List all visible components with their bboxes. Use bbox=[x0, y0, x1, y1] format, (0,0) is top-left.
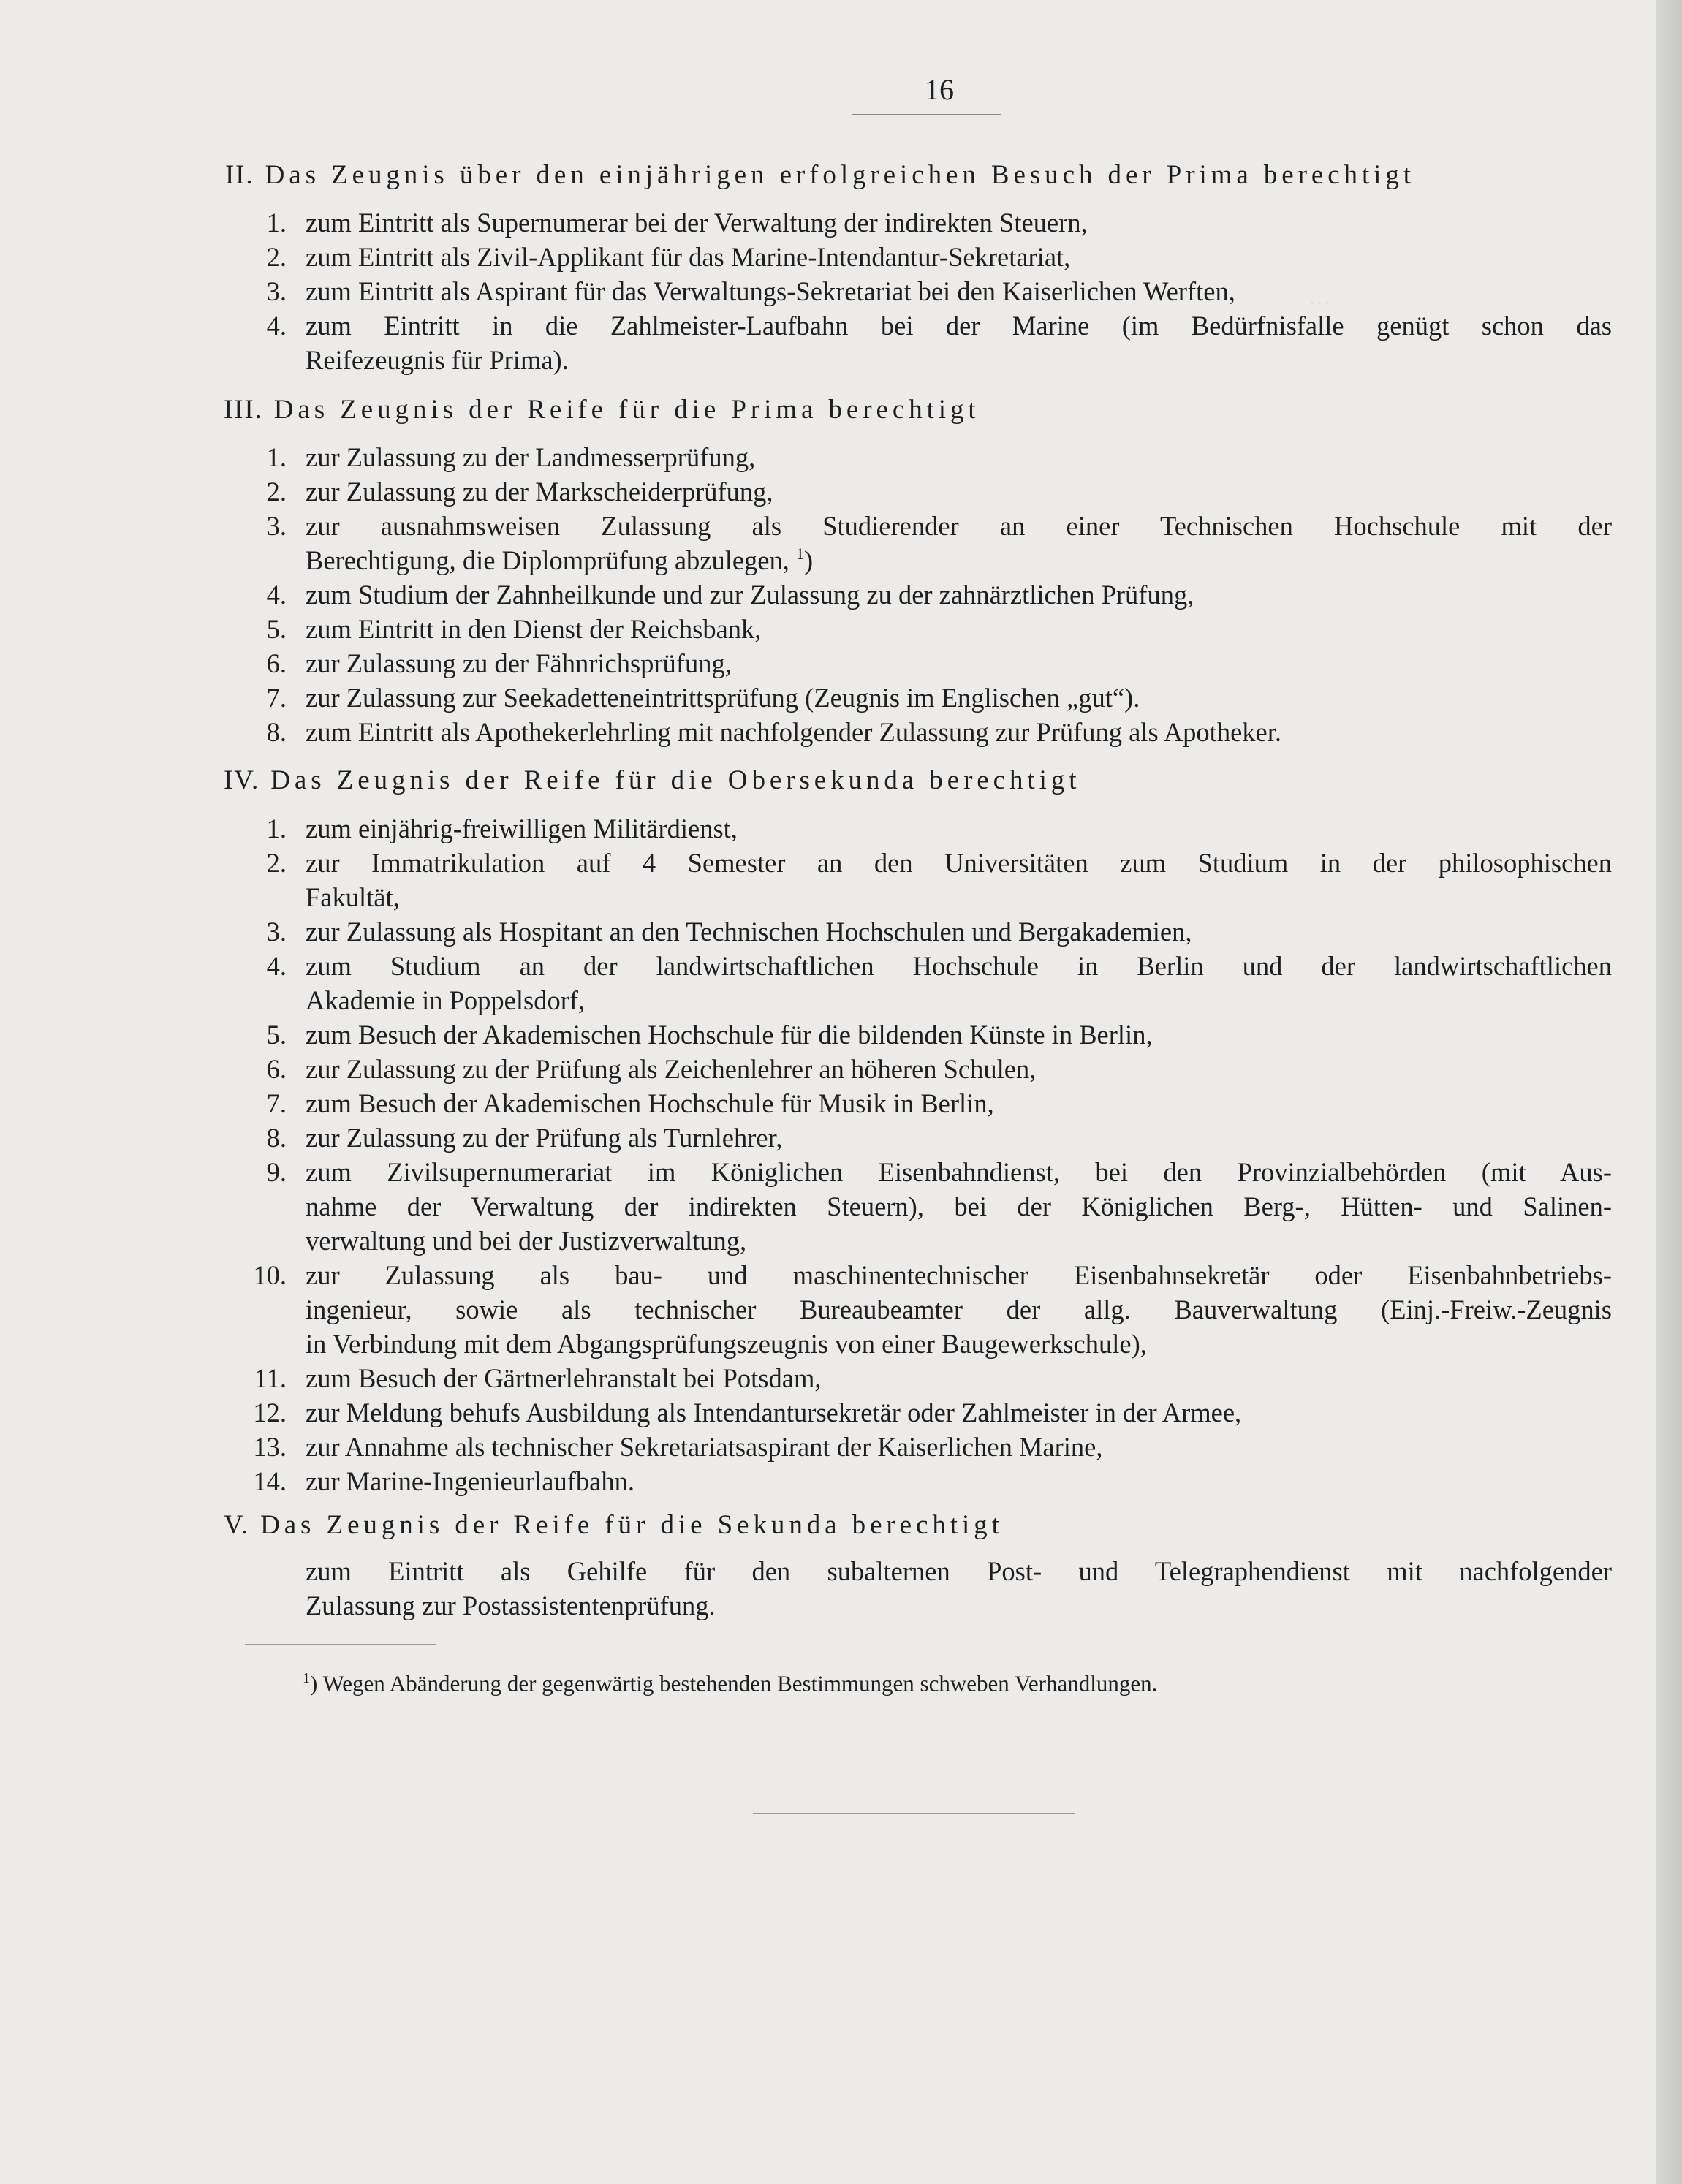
item-number: 6. bbox=[266, 648, 287, 678]
item-text: Akademie in Poppelsdorf, bbox=[306, 985, 586, 1015]
item-text: nahme der Verwaltung der indirekten Steuern), bei der Königlichen Berg-, Hütten- und Salinen- bbox=[306, 1191, 1612, 1221]
section-number: II. bbox=[225, 160, 254, 190]
footnote: $^1$) Wegen Abänderung der gegenwärtig bestehenden Bestimmungen schweben Verhandlungen. bbox=[303, 1670, 1158, 1696]
item-text: zur Zulassung zur Seekadetteneintrittsprüfung (Zeugnis im Englischen „gut“). bbox=[306, 683, 1140, 713]
footnote-marker: 1 bbox=[796, 545, 805, 563]
item-number: 4. bbox=[266, 311, 287, 341]
item-number: 1. bbox=[266, 442, 287, 472]
item-text: zum Eintritt als Apothekerlehrling mit nachfolgender Zulassung zur Prüfung als Apotheker. bbox=[306, 717, 1281, 747]
footnote-marker: 1 bbox=[303, 1670, 310, 1686]
item-number: 8. bbox=[266, 1123, 287, 1153]
item-text: zum Zivilsupernumerariat im Königlichen Eisenbahndienst, bei den Provinzialbehörden (mit Aus- bbox=[306, 1157, 1612, 1187]
item-number: 7. bbox=[266, 1088, 287, 1118]
item-text: zur Zulassung zu der Prüfung als Turnlehrer, bbox=[306, 1123, 783, 1153]
list-item bbox=[219, 240, 1612, 274]
footnote-text: Wegen Abänderung der gegenwärtig bestehenden Bestimmungen schweben Verhandlungen. bbox=[322, 1670, 1158, 1696]
item-text: in Verbindung mit dem Abgangsprüfungszeugnis von einer Baugewerkschule), bbox=[306, 1329, 1147, 1359]
item-text: zum Besuch der Akademischen Hochschule für Musik in Berlin, bbox=[306, 1088, 994, 1118]
item-number: 2. bbox=[266, 848, 287, 878]
item-text: zur Zulassung zu der Prüfung als Zeichenlehrer an höheren Schulen, bbox=[306, 1054, 1037, 1084]
item-text: zur Zulassung zu der Fähnrichsprüfung, bbox=[306, 648, 732, 678]
item-number: 5. bbox=[266, 614, 287, 644]
item-text: zur Meldung behufs Ausbildung als Intendantursekretär oder Zahlmeister in der Armee, bbox=[306, 1398, 1242, 1427]
item-number: 3. bbox=[266, 276, 287, 306]
item-number: 2. bbox=[266, 477, 287, 507]
item-text: zum Studium an der landwirtschaftlichen Hochschule in Berlin und der landwirtschaftlichen bbox=[306, 951, 1612, 981]
section-number: III. bbox=[224, 395, 263, 425]
item-text: Berechtigung, die Diplomprüfung abzulegen, bbox=[306, 545, 789, 575]
section-heading-iv bbox=[224, 764, 1080, 797]
section-number: V. bbox=[224, 1510, 249, 1540]
item-number: 2. bbox=[266, 242, 287, 272]
item-text: zum Studium der Zahnheilkunde und zur Zulassung zu der zahnärztlichen Prüfung, bbox=[306, 580, 1194, 610]
item-number: 14. bbox=[253, 1466, 287, 1496]
page-edge-shadow bbox=[1656, 0, 1682, 2184]
list-item bbox=[219, 205, 1612, 240]
item-number: 12. bbox=[253, 1398, 287, 1427]
item-text: zum einjährig-freiwilligen Militärdienst, bbox=[306, 814, 738, 843]
footnote-rule bbox=[245, 1644, 436, 1645]
section-title: Das Zeugnis über den einjährigen erfolgreichen Besuch der Prima berechtigt bbox=[265, 160, 1415, 190]
item-number: 4. bbox=[266, 580, 287, 610]
item-number: 1. bbox=[266, 208, 287, 238]
list-item bbox=[219, 274, 1612, 308]
paragraph-line: zum Eintritt als Gehilfe für den subalternen Post- und Telegraphendienst mit nachfolgender bbox=[306, 1556, 1612, 1586]
item-text: zum Eintritt als Zivil-Applikant für das Marine-Intendantur-Sekretariat, bbox=[306, 242, 1071, 272]
item-text: zum Eintritt als Aspirant für das Verwaltungs-Sekretariat bei den Kaiserlichen Werften, bbox=[306, 276, 1235, 306]
document-page: ··· 16 II. Das Zeugnis über den einjährigen erfolgreichen Besuch der Prima berechtigt 1. zum Eintritt als Supernumerar bei der Verwaltung der indirekten Steuern, 2. zum Eintritt als Zivil-Applikant für das Marine-Intendantur-Sekretariat, 3. zum Eintritt als Aspirant für das Verwaltungs-Sekretariat bei den Kaiserlichen Werften, 4. zum Eintritt in die Zahlmeister-Laufbahn bei der Marine (im Bedürfnisfalle genügt schon das Reifezeugnis für Prima). III. Das Zeugnis der Reife für die Prima berechtigt 1. zur Zulassung zu der Landmesserprüfung, 2. zur Zulassung zu der Markscheiderprüfung, 3. zur ausnahmsweisen Zulassung als Studierender an einer Technischen Hochschule mit der Berechtigung, die Diplomprüfung abzulegen, $^1$) 4. zum Studium der Zahnheilkunde und zur Zulassung zu der zahnärztlichen Prüfung, 5. zum Eintritt in den Dienst der Reichsbank, 6. zur Zulassung zu der Fähnrichsprüfung, 7. zur Zulassung zur Seekadetteneintrittsprüfung (Zeugnis im Englischen „gut“). 8. zum Eintritt als Apothekerlehrling mit nachfolgender Zulassung zur Prüfung als Apotheker. IV. Das Zeugnis der Reife für die Obersekunda berechtigt 1. zum einjährig-freiwilligen Militärdienst, 2. zur Immatrikulation auf 4 Semester an den Universitäten zum Studium in der philosophischen Fakultät, 3. zur Zulassung als Hospitant an den Technischen Hochschulen und Bergakademien, 4. zum Studium an der landwirtschaftlichen Hochschule in Berlin und der landwirtschaftlichen Akademie in Poppelsdorf, 5. zum Besuch der Akademischen Hochschule für die bildenden Künste in Berlin, 6. zur Zulassung zu der Prüfung als Zeichenlehrer an höheren Schulen, 7. zum Besuch der Akademischen Hochschule für Musik in Berlin, 8. zur Zulassung zu der Prüfung als Turnlehrer, 9. zum Zivilsupernumerariat im Königlichen Eisenbahndienst, bei den Provinzialbehörden (mit Aus- nahme der Verwaltung der indirekten Steuern), bei der Königlichen Berg-, Hütten- und Salinen- verwaltung und bei der Justizverwaltung, 10. zur Zulassung als bau- und maschinentechnischer Eisenbahnsekretär oder Eisenbahnbetriebs- ingenieur, sowie als technischer Bureaubeamter der allg. Bauverwaltung (Einj.-Freiw.-Zeugnis in Verbindung mit dem Abgangsprüfungszeugnis von einer Baugewerkschule), 11. zum Besuch der Gärtnerlehranstalt bei Potsdam, 12. zur Meldung behufs Ausbildung als Intendantursekretär oder Zahlmeister in der Armee, 13. zur Annahme als technischer Sekretariatsaspirant der Kaiserlichen Marine, 14. zur Marine-Ingenieurlaufbahn. V. Das Zeugnis der Reife für die Sekunda berechtigt zum Eintritt als Gehilfe für den subalternen Post- und Telegraphendienst mit nachfolgender Zulassung zur Postassistentenprüfung. $^1$) Wegen Abänderung der gegenwärtig bestehenden Bestimmungen schweben Verhandlungen. bbox=[0, 0, 1682, 2184]
item-text: zum Eintritt als Supernumerar bei der Verwaltung der indirekten Steuern, bbox=[306, 208, 1088, 238]
list-item bbox=[219, 308, 1612, 377]
item-text: Fakultät, bbox=[306, 882, 400, 912]
item-text: verwaltung und bei der Justizverwaltung, bbox=[306, 1226, 747, 1256]
section-heading-iii bbox=[224, 393, 980, 427]
item-text: zur Zulassung zu der Markscheiderprüfung, bbox=[306, 477, 773, 507]
item-text: zur Zulassung zu der Landmesserprüfung, bbox=[306, 442, 756, 472]
section-title: Das Zeugnis der Reife für die Obersekunda berechtigt bbox=[270, 765, 1081, 795]
section-heading-ii bbox=[225, 159, 1415, 192]
item-text: ingenieur, sowie als technischer Bureaubeamter der allg. Bauverwaltung (Einj.-Freiw.-Zeugnis bbox=[306, 1294, 1612, 1324]
item-text: zum Eintritt in den Dienst der Reichsbank, bbox=[306, 614, 762, 644]
item-text: zum Besuch der Akademischen Hochschule für die bildenden Künste in Berlin, bbox=[306, 1020, 1153, 1050]
item-text: zum Besuch der Gärtnerlehranstalt bei Potsdam, bbox=[306, 1363, 822, 1393]
item-text: zum Eintritt in die Zahlmeister-Laufbahn bei der Marine (im Bedürfnisfalle genügt schon das bbox=[306, 311, 1612, 341]
section-paragraph bbox=[306, 1554, 1612, 1623]
item-number: 7. bbox=[266, 683, 287, 713]
item-number: 3. bbox=[266, 511, 287, 541]
item-number: 8. bbox=[266, 717, 287, 747]
section-title: Das Zeugnis der Reife für die Sekunda berechtigt bbox=[260, 1510, 1004, 1540]
item-number: 9. bbox=[266, 1157, 287, 1187]
item-number: 11. bbox=[254, 1363, 287, 1393]
section-title: Das Zeugnis der Reife für die Prima berechtigt bbox=[273, 395, 980, 425]
section-number: IV. bbox=[224, 765, 260, 795]
item-number: 3. bbox=[266, 917, 287, 947]
item-text: zur Immatrikulation auf 4 Semester an den Universitäten zum Studium in der philosophischen bbox=[306, 848, 1612, 878]
item-number: 5. bbox=[266, 1020, 287, 1050]
item-number: 6. bbox=[266, 1054, 287, 1084]
item-text: zur Zulassung als bau- und maschinentechnischer Eisenbahnsekretär oder Eisenbahnbetriebs- bbox=[306, 1260, 1612, 1290]
page-number-rule bbox=[852, 114, 1001, 115]
item-text: zur Marine-Ingenieurlaufbahn. bbox=[306, 1466, 634, 1496]
item-text: zur Zulassung als Hospitant an den Technischen Hochschulen und Bergakademien, bbox=[306, 917, 1192, 947]
item-number: 13. bbox=[253, 1432, 287, 1462]
bleed-through-text: ··· bbox=[1308, 291, 1330, 315]
item-text: Reifezeugnis für Prima). bbox=[306, 345, 569, 375]
section-heading-v bbox=[224, 1509, 1004, 1542]
item-text: zur ausnahmsweisen Zulassung als Studierender an einer Technischen Hochschule mit der bbox=[306, 511, 1612, 541]
item-number: 4. bbox=[266, 951, 287, 981]
paragraph-line: Zulassung zur Postassistentenprüfung. bbox=[306, 1590, 716, 1620]
item-number: 10. bbox=[253, 1260, 287, 1290]
item-text: zur Annahme als technischer Sekretariatsaspirant der Kaiserlichen Marine, bbox=[306, 1432, 1103, 1462]
end-rule bbox=[753, 1813, 1075, 1814]
page-number: 16 bbox=[925, 73, 954, 106]
item-number: 1. bbox=[266, 814, 287, 843]
